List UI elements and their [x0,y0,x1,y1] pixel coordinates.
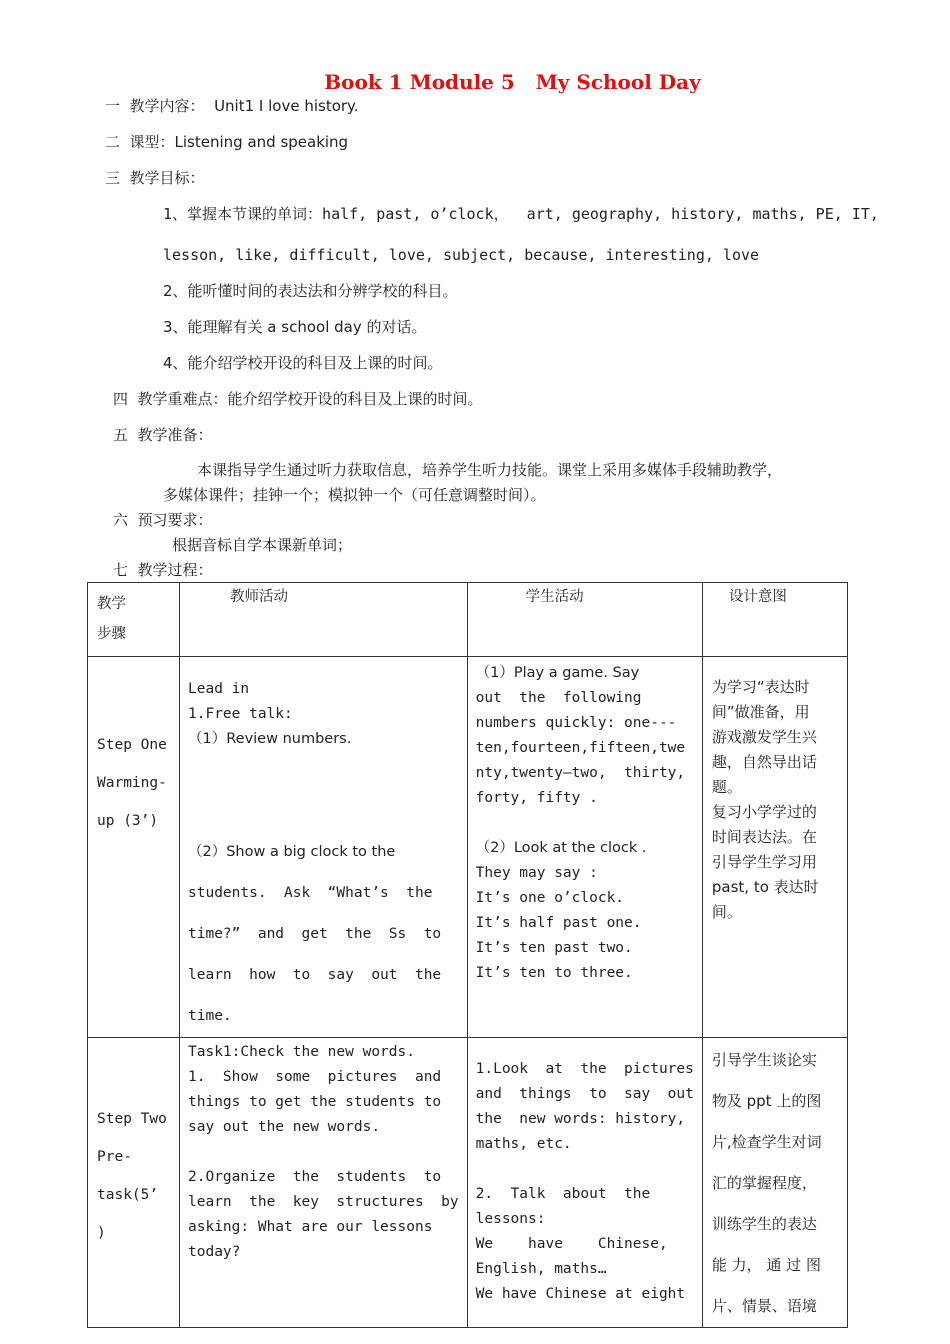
row1-teacher-line: time?” and get the Ss to [188,926,442,942]
row2-design-line: 汇的掌握程度， [711,1174,817,1192]
row2-design-line: 片、情景、语境 [711,1297,817,1315]
document-title: Book 1 Module 5 My School Day [324,70,701,94]
row2-design-line: 能 力， 通 过 图 [711,1256,821,1274]
row1-design [702,657,847,1038]
section-key-points: 四 教学重难点：能介绍学校开设的科目及上课的时间。 [113,390,483,408]
goal-2: 2、能听懂时间的表达法和分辨学校的科目。 [163,282,458,300]
row1-design-line: 间”做准备，用 [711,703,810,721]
table-row [88,657,848,1038]
row1-student-line: nty,twenty—two, thirty, [475,765,686,781]
section-process: 七 教学过程： [113,561,213,579]
row2-student-line: 1.Look at the pictures [475,1061,694,1077]
row1-design-line: 引导学生学习用 [711,853,817,871]
row1-teacher-line: （2）Show a big clock to the [188,844,396,860]
row1-step-line: up (3’) [97,813,159,829]
row2-teacher-line: say out the new words. [188,1119,381,1135]
row1-student-line: forty, fifty . [475,790,598,806]
row1-student [467,657,702,1038]
row1-design-line: 题。 [711,778,742,796]
row1-teacher [180,657,468,1038]
row2-teacher-line: asking: What are our lessons [188,1219,433,1235]
row2-student-line: lessons: [475,1211,546,1227]
row2-design-line: 训练学生的表达 [711,1215,817,1233]
row2-step-line: ) [97,1225,106,1241]
row2-design-line: 引导学生谈论实 [711,1051,817,1069]
section-goals: 三 教学目标： [105,169,205,187]
row1-student-line: （2）Look at the clock . [475,840,647,856]
row2-student-line: 2. Talk about the [475,1186,651,1202]
row2-teacher-line: 1. Show some pictures and [188,1069,442,1085]
row1-student-line: ten,fourteen,fifteen,twe [475,740,686,756]
row1-student-line: out the following [475,690,642,706]
row1-teacher-line: time. [188,1008,232,1024]
header-student [467,583,702,657]
row2-teacher-line: Task1:Check the new words. [188,1044,415,1060]
row1-student-line: It’s ten to three. [475,965,633,981]
teaching-process-table [87,582,848,1328]
row1-student-line: It’s one o’clock. [475,890,625,906]
row2-student-line: We have Chinese, [475,1236,668,1252]
row2-teacher-line: things to get the students to [188,1094,442,1110]
goal-4: 4、能介绍学校开设的科目及上课的时间。 [163,354,443,372]
row1-design-line: 趣，自然导出话 [711,753,817,771]
row1-design-line: 时间表达法。在 [711,828,817,846]
header-step-line2: 步骤 [97,626,126,642]
row1-step [88,657,180,1038]
row1-teacher-line: students. Ask “What’s the [188,885,433,901]
row2-student-line: and things to say out [475,1086,694,1102]
header-teacher-label: 教师活动 [230,589,288,605]
section-preparation: 五 教学准备： [113,426,213,444]
row2-student-line: We have Chinese at eight [475,1286,686,1302]
section-preview: 六 预习要求： [113,511,213,529]
row2-design-line: 物及 ppt 上的图 [711,1092,822,1110]
row1-step-line: Step One [97,737,167,753]
row1-design-line: 间。 [711,903,742,921]
row2-student-line: English, maths… [475,1261,607,1277]
row2-design-line: 片,检查学生对词 [711,1133,822,1151]
row1-teacher-line: Lead in [188,681,250,697]
row1-student-line: （1）Play a game. Say [475,665,640,681]
row1-student-line: It’s half past one. [475,915,642,931]
header-design [702,583,847,657]
preview-text: 根据音标自学本课新单词； [172,536,353,554]
row2-step-line: Step Two [97,1111,167,1127]
row1-teacher-line: learn how to say out the [188,967,442,983]
row1-design-line: 为学习“表达时 [711,678,810,696]
table-row [88,1038,848,1328]
table-header-row [88,583,848,657]
row2-teacher [180,1038,468,1328]
goal-1-cont: lesson, like, difficult, love, subject, because, interesting, love [163,246,760,264]
header-student-label: 学生活动 [525,589,584,605]
row2-step-line: Pre- [97,1149,132,1165]
row1-step-line: Warming- [97,775,167,791]
preparation-text-2: 多媒体课件；挂钟一个；模拟钟一个（可任意调整时间）。 [163,486,546,504]
header-design-label: 设计意图 [728,589,787,605]
section-content: 一 教学内容： Unit1 I love history. [105,97,359,115]
row2-design [702,1038,847,1328]
row2-step-line: task(5’ [97,1187,159,1203]
row2-step [88,1038,180,1328]
row2-teacher-line: learn the key structures by [188,1194,459,1210]
header-step-line1: 教学 [97,596,126,612]
row1-design-line: 游戏激发学生兴 [711,728,817,746]
row1-teacher-line: （1）Review numbers. [188,731,352,747]
row1-design-line: past, to 表达时 [711,878,819,896]
row1-design-line: 复习小学学过的 [711,803,817,821]
row1-student-line: numbers quickly: one--- [475,715,677,731]
goal-1: 1、掌握本节课的单词：half, past, o’clock， art, geography, history, maths, PE, IT, [163,205,879,223]
preparation-text-1: 本课指导学生通过听力获取信息，培养学生听力技能。课堂上采用多媒体手段辅助教学， [197,461,783,479]
row1-student-line: They may say : [475,865,598,881]
row2-student-line: the new words: history, [475,1111,686,1127]
row2-teacher-line: 2.Organize the students to [188,1169,442,1185]
row2-teacher-line: today? [188,1244,241,1260]
row2-student [467,1038,702,1328]
row2-student-line: maths, etc. [475,1136,572,1152]
row1-student-line: It’s ten past two. [475,940,633,956]
row1-teacher-line: 1.Free talk: [188,706,293,722]
header-step [88,583,180,657]
header-teacher [180,583,468,657]
section-type: 二 课型：Listening and speaking [105,133,349,151]
goal-3: 3、能理解有关 a school day 的对话。 [163,318,427,336]
